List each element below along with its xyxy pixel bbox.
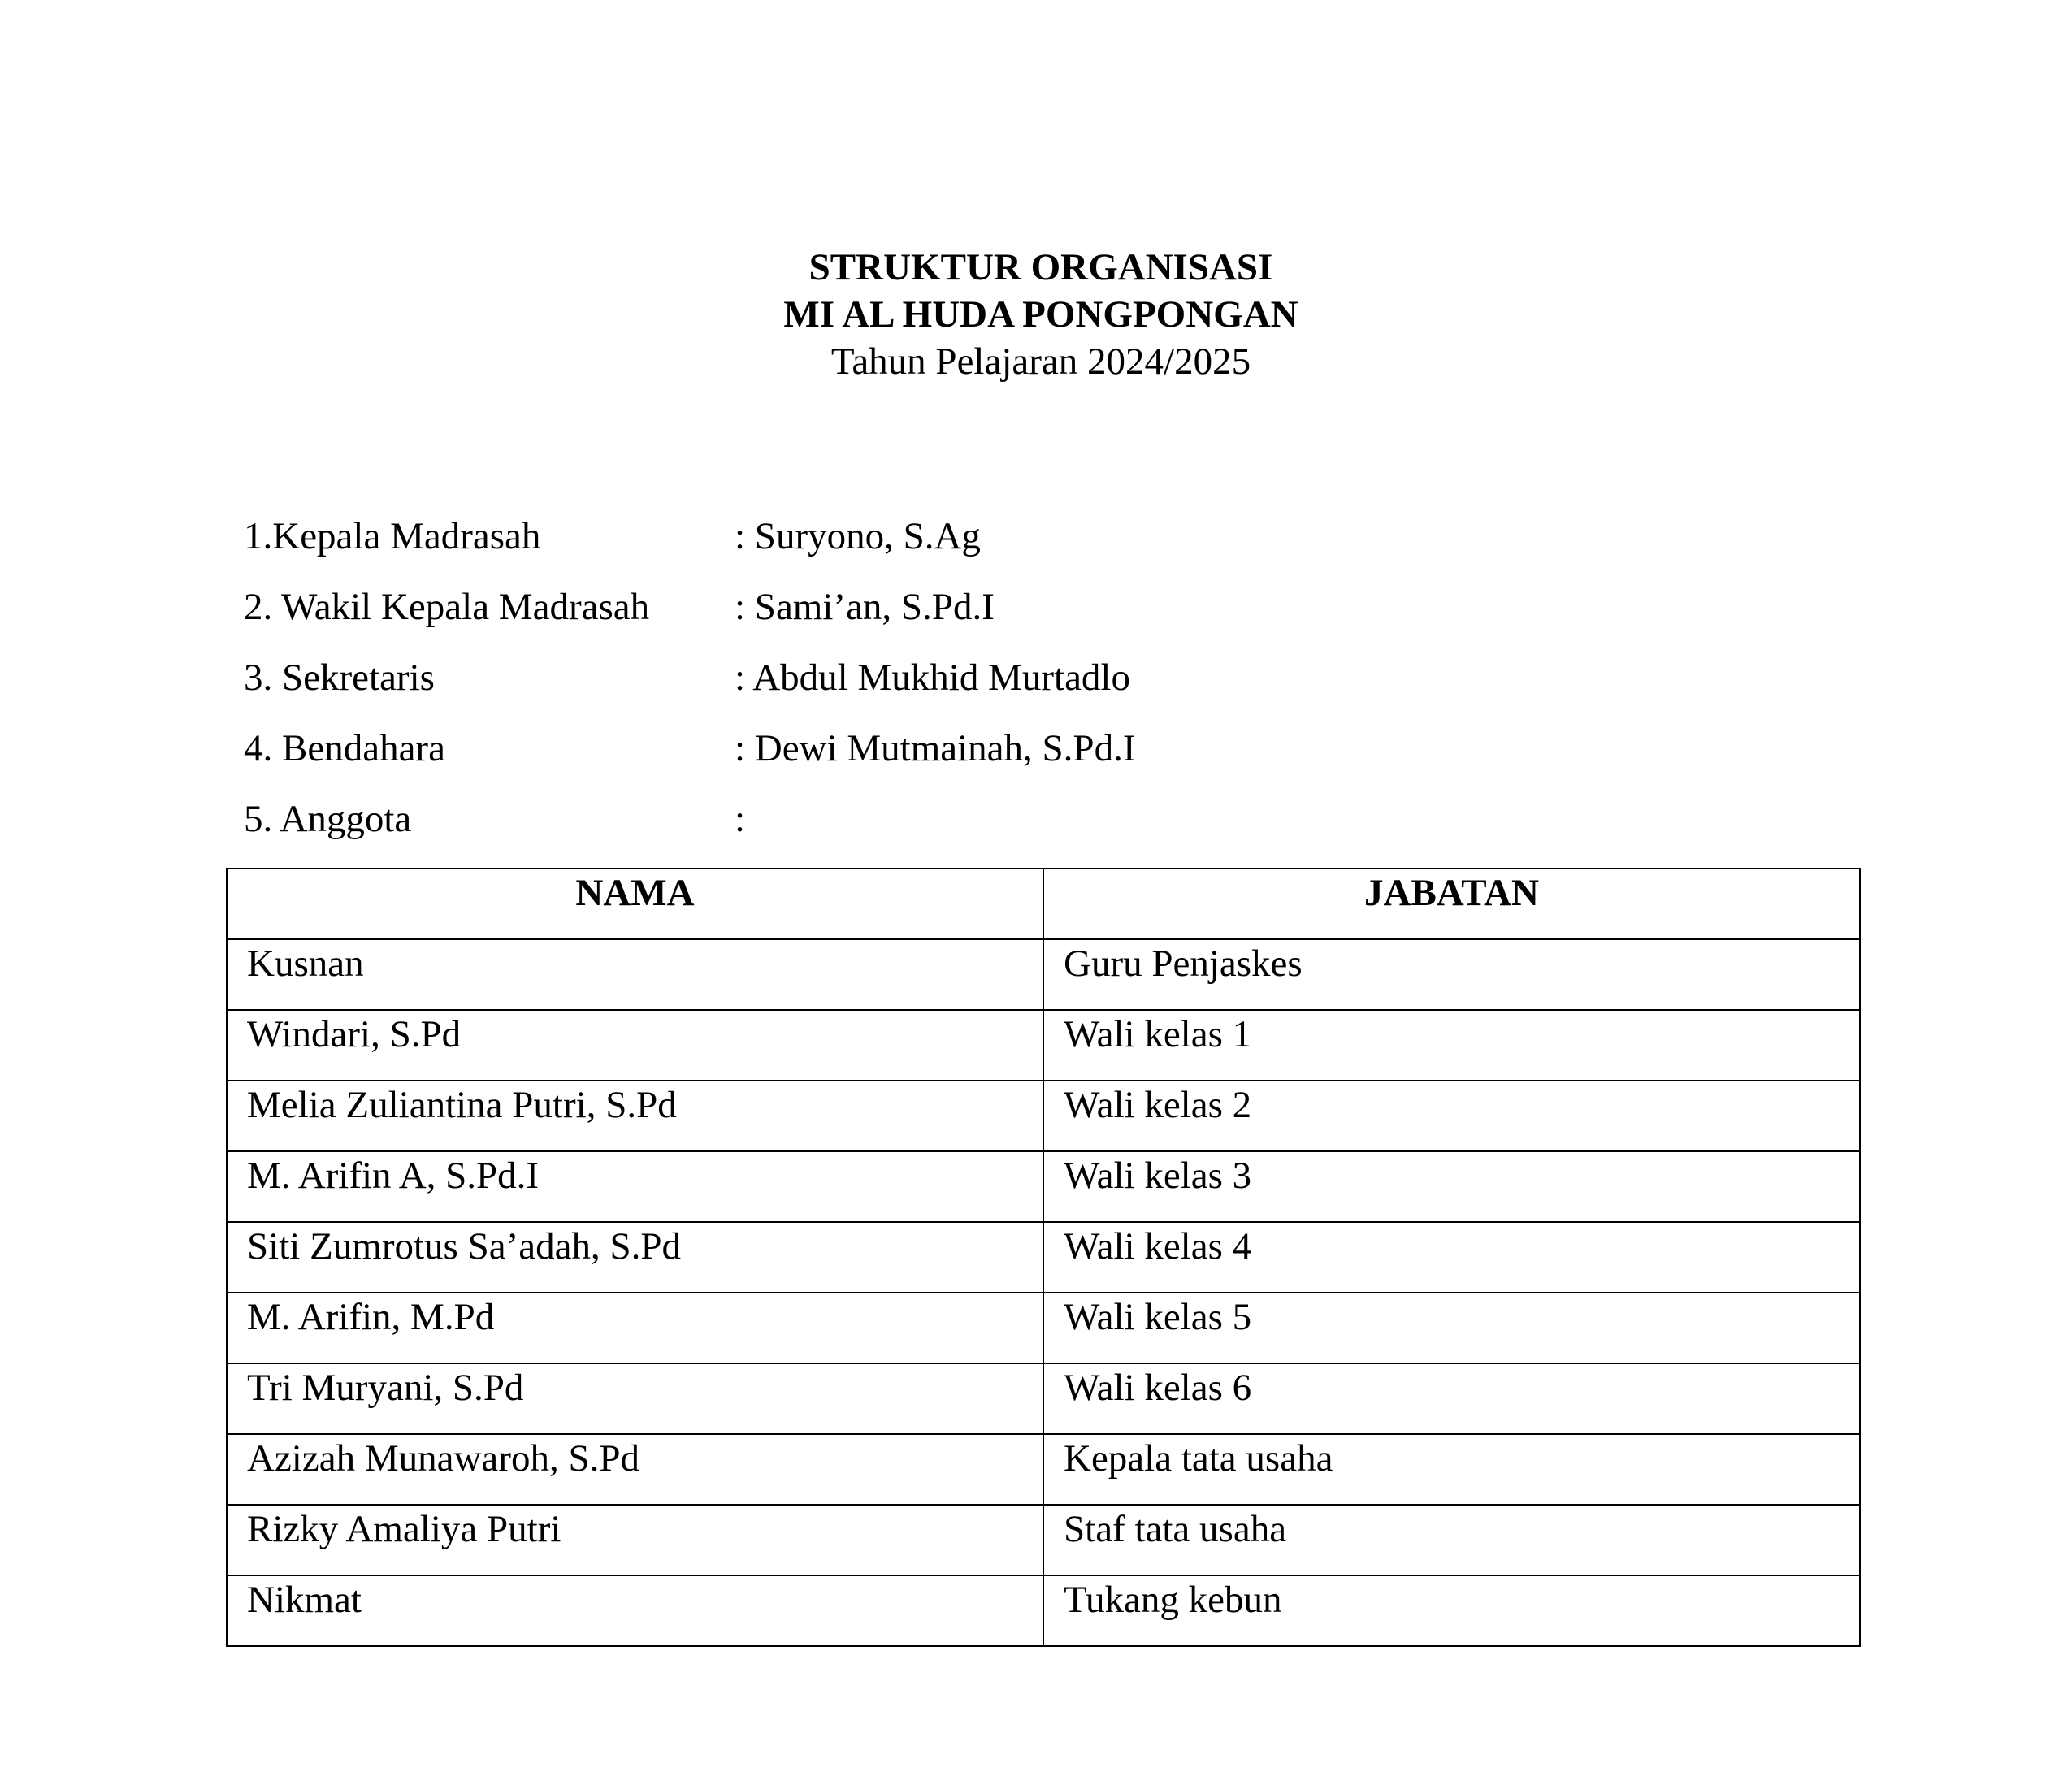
member-name: Nikmat — [227, 1575, 1043, 1646]
member-name: Tri Muryani, S.Pd — [227, 1363, 1043, 1434]
officer-position: 2. Wakil Kepala Madrasah — [244, 586, 650, 628]
member-position: Wali kelas 4 — [1043, 1222, 1860, 1293]
officer-name: : Abdul Mukhid Murtadlo — [735, 656, 1130, 699]
officer-name: : Sami’an, S.Pd.I — [735, 586, 995, 628]
member-name: Siti Zumrotus Sa’adah, S.Pd — [227, 1222, 1043, 1293]
school-name: MI AL HUDA PONGPONGAN — [783, 293, 1298, 336]
officer-position: 1.Kepala Madrasah — [244, 515, 541, 557]
table-row — [227, 939, 1860, 1010]
officer-position: 4. Bendahara — [244, 727, 445, 769]
officer-name: : Suryono, S.Ag — [735, 515, 981, 557]
member-position: Tukang kebun — [1043, 1575, 1860, 1646]
table-row — [227, 1010, 1860, 1081]
academic-year: Tahun Pelajaran 2024/2025 — [830, 340, 1251, 383]
officer-name: : Dewi Mutmainah, S.Pd.I — [735, 727, 1136, 769]
member-name: Kusnan — [227, 939, 1043, 1010]
member-position: Wali kelas 6 — [1043, 1363, 1860, 1434]
member-name: Azizah Munawaroh, S.Pd — [227, 1434, 1043, 1505]
table-row — [227, 1222, 1860, 1293]
officer-position: 3. Sekretaris — [244, 656, 435, 699]
table-row — [227, 1293, 1860, 1363]
table-row — [227, 1505, 1860, 1575]
table-header-row — [227, 869, 1860, 939]
members-table — [226, 868, 1861, 1647]
document-title: STRUKTUR ORGANISASI — [808, 246, 1273, 288]
member-name: M. Arifin, M.Pd — [227, 1293, 1043, 1363]
member-position: Wali kelas 2 — [1043, 1081, 1860, 1151]
table-row — [227, 1151, 1860, 1222]
member-position: Wali kelas 1 — [1043, 1010, 1860, 1081]
officer-position: 5. Anggota — [244, 798, 412, 840]
document-header — [0, 244, 2072, 385]
column-header-jabatan: JABATAN — [1043, 869, 1860, 939]
member-name: Melia Zuliantina Putri, S.Pd — [227, 1081, 1043, 1151]
member-name: Rizky Amaliya Putri — [227, 1505, 1043, 1575]
column-header-nama: NAMA — [227, 869, 1043, 939]
member-position: Staf tata usaha — [1043, 1505, 1860, 1575]
table-row — [227, 1363, 1860, 1434]
member-name: M. Arifin A, S.Pd.I — [227, 1151, 1043, 1222]
officer-name: : — [735, 798, 746, 840]
table-row — [227, 1575, 1860, 1646]
table-row — [227, 1081, 1860, 1151]
member-position: Wali kelas 3 — [1043, 1151, 1860, 1222]
member-position: Wali kelas 5 — [1043, 1293, 1860, 1363]
member-position: Kepala tata usaha — [1043, 1434, 1860, 1505]
member-name: Windari, S.Pd — [227, 1010, 1043, 1081]
table-row — [227, 1434, 1860, 1505]
member-position: Guru Penjaskes — [1043, 939, 1860, 1010]
